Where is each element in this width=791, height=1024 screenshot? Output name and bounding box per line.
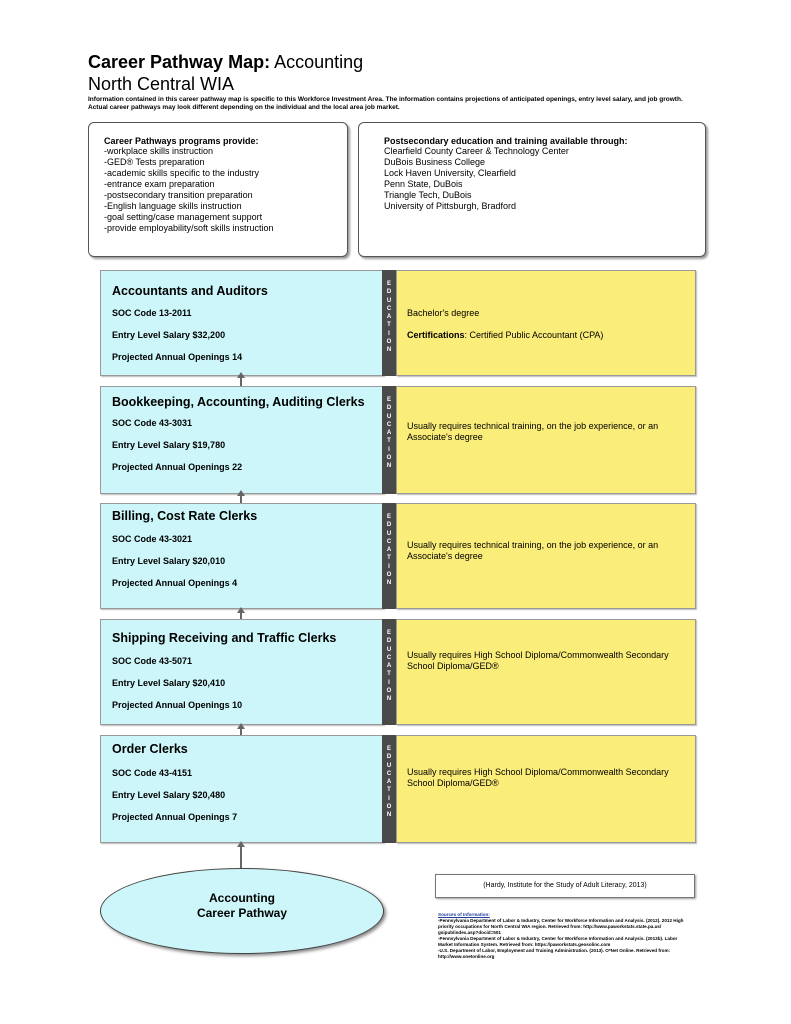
edu-letter: U <box>386 762 392 769</box>
source-item: -U.S. Department of Labor, Employment and Training Administration. (2013). O*Net Online. Retrieved from: http://www.onetonline.org <box>438 948 671 959</box>
soc-code: SOC Code 43-3031 <box>112 418 193 428</box>
pathway-line-1: Accounting <box>209 891 275 905</box>
edu-letter: U <box>386 530 392 537</box>
edu-letter: I <box>388 795 390 802</box>
soc-code: SOC Code 43-4151 <box>112 768 193 778</box>
edu-letter: A <box>386 314 392 321</box>
edu-letter: E <box>386 746 391 752</box>
postsecondary-item: DuBois Business College <box>384 157 486 167</box>
education-label <box>382 735 396 843</box>
edu-letter: C <box>386 770 392 777</box>
edu-letter: I <box>388 679 390 686</box>
postsecondary-heading: Postsecondary education and training available through: <box>384 136 628 146</box>
edu-letter: O <box>386 688 392 695</box>
annual-openings: Projected Annual Openings 10 <box>112 700 243 710</box>
edu-letter: C <box>386 421 392 428</box>
edu-letter: O <box>386 804 392 811</box>
education-requirement: Bachelor's degree <box>407 308 480 318</box>
certifications <box>407 330 687 341</box>
edu-letter: N <box>386 696 392 703</box>
sources-heading: Sources of Information: <box>438 912 490 917</box>
soc-code: SOC Code 13-2011 <box>112 308 192 318</box>
edu-letter: U <box>386 413 392 420</box>
programs-list <box>104 146 274 234</box>
programs-item: -workplace skills instruction <box>104 146 214 156</box>
edu-letter: T <box>387 671 391 678</box>
programs-item: -academic skills specific to the industry <box>104 168 260 178</box>
education-label <box>382 619 396 725</box>
certifications-text: : Certified Public Accountant (CPA) <box>464 330 604 340</box>
intro-line-1: Information contained in this career pathway map is specific to this Workforce Investment Area. The information contains projections of anticipated openings, entry level salary, and job growth. <box>88 96 683 103</box>
education-requirement-box <box>396 270 696 376</box>
edu-letter: N <box>386 812 392 819</box>
pathway-line-2: Career Pathway <box>196 906 288 920</box>
title-bold: Career Pathway Map: <box>88 52 271 72</box>
education-requirement: Usually requires High School Diploma/Commonwealth Secondary School Diploma/GED® <box>407 767 669 788</box>
occupation-name: Order Clerks <box>112 742 188 756</box>
edu-letter: C <box>386 305 392 312</box>
career-step-1 <box>100 270 384 376</box>
arrow-up-icon <box>240 846 242 868</box>
arrow-up-icon <box>240 377 242 386</box>
annual-openings: Projected Annual Openings 4 <box>112 578 238 588</box>
education-requirement: Usually requires technical training, on the job experience, or an Associate's degree <box>407 421 659 442</box>
intro-line-2: Actual career pathways may look different depending on the individual and the local area job market. <box>88 104 400 111</box>
edu-letter: U <box>386 297 392 304</box>
sources <box>438 912 690 960</box>
occupation-name: Billing, Cost Rate Clerks <box>112 509 258 523</box>
page-subtitle: North Central WIA <box>88 74 235 94</box>
occupation-name: Shipping Receiving and Traffic Clerks <box>112 631 337 645</box>
education-requirement-box <box>396 503 696 609</box>
annual-openings: Projected Annual Openings 22 <box>112 462 243 472</box>
pathway-label <box>101 891 383 921</box>
arrow-up-icon <box>240 495 242 503</box>
page-title <box>88 52 363 72</box>
edu-letter: T <box>387 438 391 445</box>
edu-letter: O <box>386 455 392 462</box>
postsecondary-item: Triangle Tech, DuBois <box>384 190 472 200</box>
intro-text <box>88 96 698 112</box>
career-step-5 <box>100 735 384 843</box>
career-step-4 <box>100 619 384 725</box>
programs-item: -GED® Tests preparation <box>104 157 205 167</box>
source-item: -Pennsylvania Department of Labor & Industry, Center for Workforce Information and Analysis. (2012). 2012 High priority occupations for North Central WIA region. Retrieved from: http://www.paworkstats.state.pa.us/ gsipub/index.asp?docid=501 <box>438 918 684 935</box>
education-requirement: Usually requires technical training, on the job experience, or an Associate's degree <box>407 540 659 561</box>
postsecondary-list <box>384 146 569 212</box>
programs-box <box>88 122 348 257</box>
edu-letter: A <box>386 779 392 786</box>
title-rest: Accounting <box>270 52 364 72</box>
programs-item: -goal setting/case management support <box>104 212 263 222</box>
education-requirement-box <box>396 386 696 494</box>
edu-letter: N <box>386 580 392 587</box>
edu-letter: D <box>386 522 392 529</box>
soc-code: SOC Code 43-3021 <box>112 534 193 544</box>
edu-letter: D <box>386 638 392 645</box>
soc-code: SOC Code 43-5071 <box>112 656 193 666</box>
edu-letter: D <box>386 405 392 412</box>
edu-letter: O <box>386 339 392 346</box>
edu-letter: E <box>386 397 391 403</box>
entry-salary: Entry Level Salary $20,480 <box>112 790 226 800</box>
entry-salary: Entry Level Salary $19,780 <box>112 440 226 450</box>
programs-heading: Career Pathways programs provide: <box>104 136 259 146</box>
edu-letter: U <box>386 646 392 653</box>
edu-letter: C <box>386 538 392 545</box>
education-label <box>382 386 396 494</box>
source-item: -Pennsylvania Department of Labor & Industry, Center for Workforce Information and Analysis. (2013b). Labor Market Information System. Retrieved from: https://paworkstats.geosolinc.com <box>438 936 678 947</box>
entry-salary: Entry Level Salary $20,410 <box>112 678 226 688</box>
edu-letter: C <box>386 654 392 661</box>
edu-letter: I <box>388 446 390 453</box>
edu-letter: E <box>386 630 391 636</box>
programs-item: -provide employability/soft skills instruction <box>104 223 274 233</box>
edu-letter: E <box>386 281 391 287</box>
pathway-oval <box>100 868 384 954</box>
programs-item: -entrance exam preparation <box>104 179 215 189</box>
postsecondary-item: Penn State, DuBois <box>384 179 463 189</box>
edu-letter: T <box>387 787 391 794</box>
education-requirement: Usually requires High School Diploma/Commonwealth Secondary School Diploma/GED® <box>407 650 669 671</box>
edu-letter: T <box>387 555 391 562</box>
entry-salary: Entry Level Salary $20,010 <box>112 556 226 566</box>
programs-item: -English language skills instruction <box>104 201 242 211</box>
certifications-label: Certifications <box>407 330 465 340</box>
edu-letter: O <box>386 572 392 579</box>
edu-letter: D <box>386 754 392 761</box>
postsecondary-item: University of Pittsburgh, Bradford <box>384 201 517 211</box>
edu-letter: E <box>386 514 391 520</box>
postsecondary-box <box>358 122 706 257</box>
arrow-up-icon <box>240 612 242 619</box>
career-step-3 <box>100 503 384 609</box>
postsecondary-item: Clearfield County Career & Technology Center <box>384 146 569 156</box>
edu-letter: I <box>388 330 390 337</box>
occupation-name: Accountants and Auditors <box>112 284 268 298</box>
annual-openings: Projected Annual Openings 14 <box>112 352 243 362</box>
entry-salary: Entry Level Salary $32,200 <box>112 330 226 340</box>
edu-letter: D <box>386 289 392 296</box>
postsecondary-item: Lock Haven University, Clearfield <box>384 168 516 178</box>
education-label <box>382 270 396 376</box>
annual-openings: Projected Annual Openings 7 <box>112 812 238 822</box>
education-requirement-box <box>396 619 696 725</box>
credit-box: (Hardy, Institute for the Study of Adult Literacy, 2013) <box>435 874 695 898</box>
edu-letter: T <box>387 322 391 329</box>
edu-letter: A <box>386 547 392 554</box>
edu-letter: A <box>386 663 392 670</box>
edu-letter: A <box>386 430 392 437</box>
career-step-2 <box>100 386 384 494</box>
edu-letter: I <box>388 563 390 570</box>
education-requirement-box <box>396 735 696 843</box>
education-label <box>382 503 396 609</box>
occupation-name: Bookkeeping, Accounting, Auditing Clerks <box>112 395 365 409</box>
arrow-up-icon <box>240 728 242 735</box>
programs-item: -postsecondary transition preparation <box>104 190 253 200</box>
edu-letter: N <box>386 463 392 470</box>
edu-letter: N <box>386 347 392 354</box>
